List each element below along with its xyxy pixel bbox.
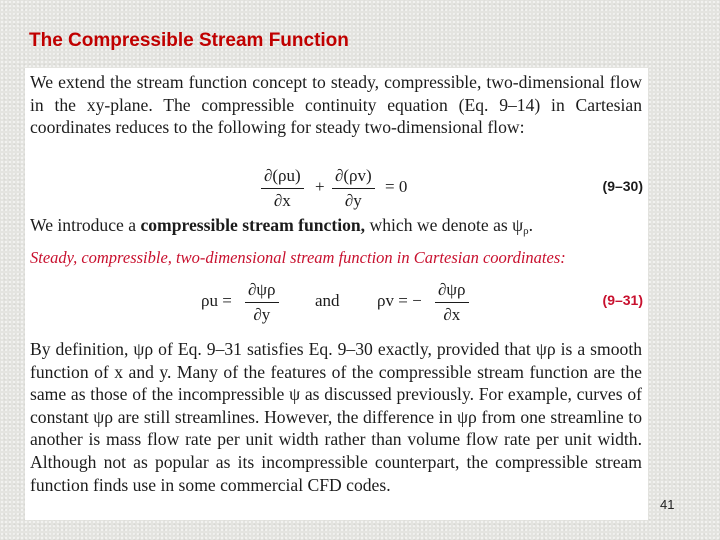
denominator: ∂x	[273, 191, 291, 210]
numerator: ∂(ρu)	[261, 164, 304, 189]
rho-v-lhs: ρv = −	[377, 291, 422, 310]
numerator: ∂ψρ	[245, 278, 279, 303]
textbook-excerpt-image	[25, 68, 648, 520]
denominator: ∂y	[253, 305, 271, 324]
fraction-d-psi-dy	[245, 278, 279, 327]
intro-paragraph: We extend the stream function concept to steady, compressible, two-dimensional flow in the xy-plane. The compressible continuity equation (Eq. 9–14) in Cartesian coordinates reduces to the following for steady two-dimensional flow:	[30, 72, 642, 138]
page-number: 41	[660, 497, 675, 512]
definition-paragraph: By definition, ψρ of Eq. 9–31 satisfies Eq. 9–30 exactly, provided that ψρ is a smooth function of x and y. Many of the features of the compressible stream function are the same as those of the incompressible ψ as discussed previously. For example, curves of constant ψρ are still streamlines. However, the difference in ψρ from one streamline to another is mass flow rate per unit width rather than volume flow rate per unit width. Although not as popular as its incompressible counterpart, the compressible stream function finds use in some commercial CFD codes.	[30, 339, 642, 495]
equals-zero: = 0	[385, 177, 408, 196]
stream-function-intro	[30, 214, 626, 243]
equation-number: (9–30)	[602, 178, 643, 194]
denominator: ∂x	[443, 305, 461, 324]
fraction-d-psi-dx	[435, 278, 469, 327]
intro-text: We introduce a	[30, 215, 141, 235]
period: .	[528, 215, 534, 235]
fraction-d-rho-v-dy	[332, 164, 375, 213]
plus-sign: +	[315, 177, 325, 196]
denominator: ∂y	[344, 191, 362, 210]
equation-number: (9–31)	[602, 292, 643, 308]
numerator: ∂(ρv)	[332, 164, 375, 189]
equation-label: Steady, compressible, two-dimensional stream function in Cartesian coordinates:	[30, 248, 566, 267]
rho-subscript: ρ	[523, 225, 529, 237]
intro-tail: which we denote as ψ	[365, 215, 524, 235]
slide-title: The Compressible Stream Function	[29, 30, 349, 51]
rho-u-lhs: ρu =	[201, 291, 232, 310]
fraction-d-rho-u-dx	[261, 164, 304, 213]
and-word: and	[315, 291, 340, 310]
bold-term: compressible stream function,	[140, 215, 366, 235]
numerator: ∂ψρ	[435, 278, 469, 303]
